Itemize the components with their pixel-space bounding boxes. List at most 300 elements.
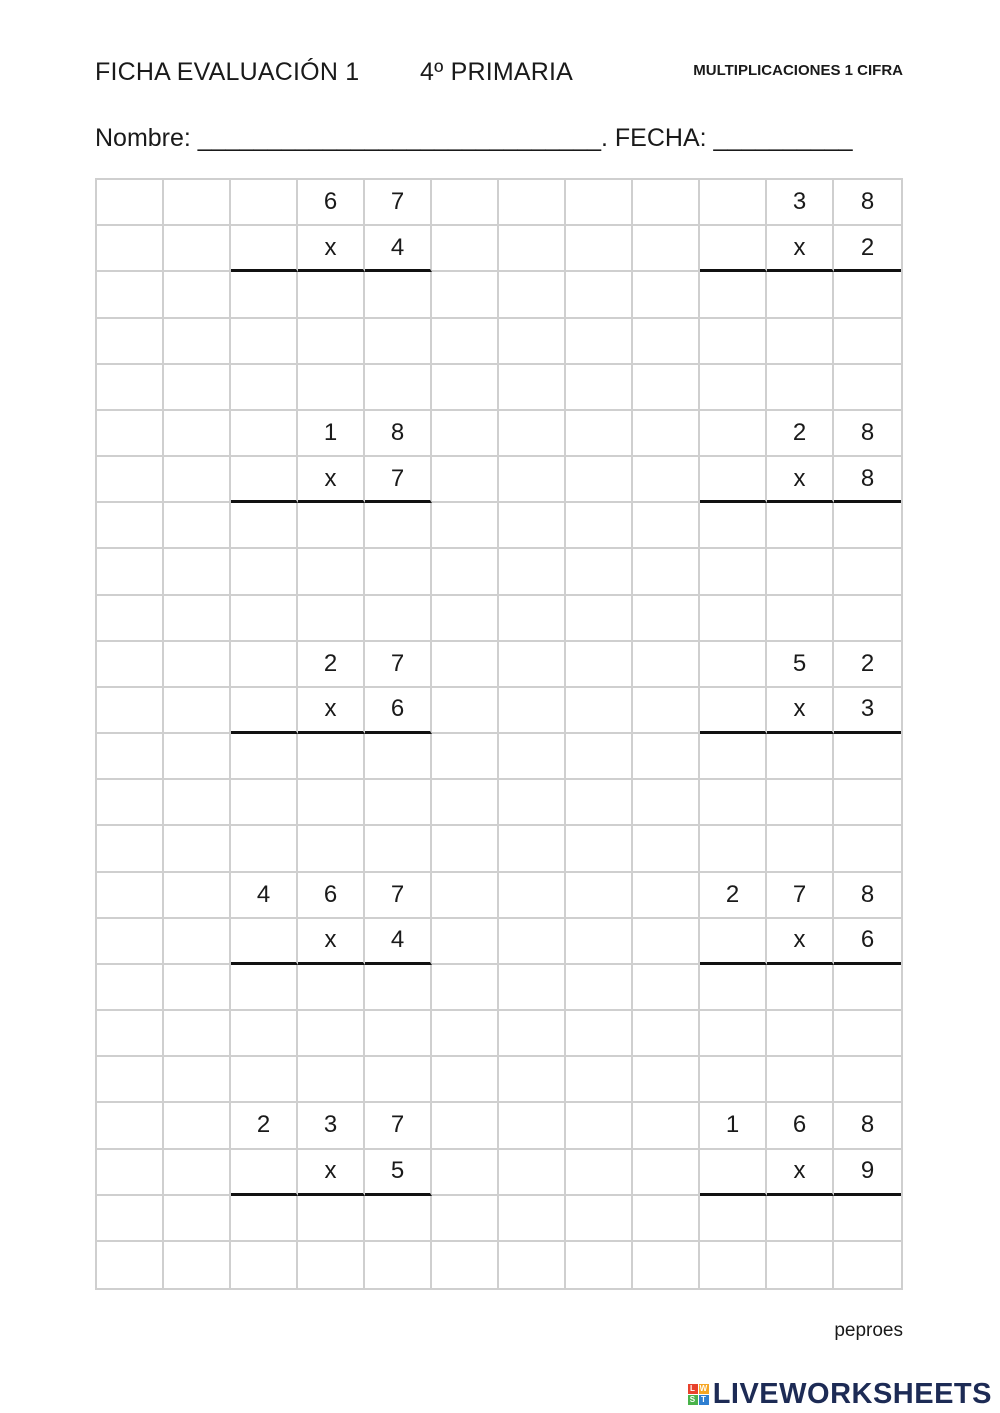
digit-cell: 6 bbox=[767, 1103, 834, 1149]
grid-cell bbox=[499, 549, 566, 595]
grid-cell bbox=[231, 1242, 298, 1288]
digit-cell: 6 bbox=[298, 873, 365, 919]
grid-cell bbox=[365, 503, 432, 549]
grid-cell bbox=[499, 642, 566, 688]
grid-cell bbox=[566, 1196, 633, 1242]
badge-letter: S bbox=[688, 1395, 698, 1405]
grid-cell bbox=[633, 919, 700, 965]
grid-cell bbox=[365, 826, 432, 872]
grid-cell bbox=[432, 642, 499, 688]
grid-cell bbox=[97, 1242, 164, 1288]
grid-cell bbox=[499, 1242, 566, 1288]
digit-cell: 2 bbox=[834, 642, 901, 688]
grid-cell bbox=[432, 1103, 499, 1149]
liveworksheets-logo bbox=[688, 1378, 992, 1411]
digit-cell: 8 bbox=[834, 411, 901, 457]
multiply-sign-cell: x bbox=[298, 688, 365, 734]
digit-cell: 4 bbox=[231, 873, 298, 919]
digit-cell bbox=[700, 642, 767, 688]
digit-cell: 9 bbox=[834, 1150, 901, 1196]
grid-cell bbox=[566, 734, 633, 780]
grid-cell bbox=[834, 596, 901, 642]
grid-cell bbox=[700, 734, 767, 780]
multiply-sign-cell: x bbox=[767, 457, 834, 503]
digit-cell bbox=[700, 688, 767, 734]
grid-cell bbox=[298, 1011, 365, 1057]
grid-cell bbox=[97, 503, 164, 549]
grid-cell bbox=[633, 503, 700, 549]
grid-cell bbox=[566, 411, 633, 457]
grid-cell bbox=[231, 1011, 298, 1057]
grid-cell bbox=[566, 272, 633, 318]
grid-cell bbox=[767, 1242, 834, 1288]
grid-cell bbox=[97, 1057, 164, 1103]
multiply-sign-cell: x bbox=[298, 457, 365, 503]
grid-cell bbox=[432, 503, 499, 549]
grid-cell bbox=[298, 549, 365, 595]
grid-cell bbox=[97, 642, 164, 688]
grid-cell bbox=[834, 1057, 901, 1103]
badge-letter: L bbox=[688, 1384, 698, 1394]
badge-letter: W bbox=[699, 1384, 708, 1393]
grid-cell bbox=[365, 319, 432, 365]
grid-cell bbox=[499, 1011, 566, 1057]
grid-cell bbox=[834, 780, 901, 826]
grid-cell bbox=[566, 919, 633, 965]
grid-cell bbox=[164, 1011, 231, 1057]
grid-cell bbox=[432, 826, 499, 872]
digit-cell: 7 bbox=[365, 457, 432, 503]
digit-cell: 8 bbox=[834, 873, 901, 919]
grid-cell bbox=[365, 272, 432, 318]
grid-cell bbox=[566, 873, 633, 919]
grid-cell bbox=[231, 965, 298, 1011]
multiply-sign-cell: x bbox=[767, 688, 834, 734]
grid-cell bbox=[97, 365, 164, 411]
grid-cell bbox=[164, 780, 231, 826]
grid-cell bbox=[767, 965, 834, 1011]
grid-cell bbox=[432, 1057, 499, 1103]
grid-cell bbox=[834, 1242, 901, 1288]
grid-cell bbox=[231, 1057, 298, 1103]
grid-cell bbox=[298, 503, 365, 549]
worksheet-grid bbox=[95, 178, 903, 1290]
grid-cell bbox=[566, 549, 633, 595]
digit-cell: 2 bbox=[834, 226, 901, 272]
grid-cell bbox=[164, 180, 231, 226]
grid-cell bbox=[97, 226, 164, 272]
grid-cell bbox=[499, 1057, 566, 1103]
grid-cell bbox=[499, 780, 566, 826]
digit-cell: 6 bbox=[834, 919, 901, 965]
grid-cell bbox=[566, 596, 633, 642]
grid-cell bbox=[298, 965, 365, 1011]
grid-cell bbox=[566, 457, 633, 503]
grid-cell bbox=[499, 873, 566, 919]
multiply-sign-cell: x bbox=[298, 1150, 365, 1196]
grid-cell bbox=[633, 365, 700, 411]
logo-badge-icon bbox=[688, 1384, 709, 1405]
grid-cell bbox=[633, 226, 700, 272]
digit-cell bbox=[231, 457, 298, 503]
grid-cell bbox=[633, 596, 700, 642]
multiply-sign-cell: x bbox=[767, 919, 834, 965]
grid-cell bbox=[767, 503, 834, 549]
grid-cell bbox=[566, 1057, 633, 1103]
grid-cell bbox=[633, 180, 700, 226]
grid-cell bbox=[499, 596, 566, 642]
digit-cell: 3 bbox=[298, 1103, 365, 1149]
grid-cell bbox=[432, 457, 499, 503]
grid-cell bbox=[633, 1150, 700, 1196]
grid-cell bbox=[298, 272, 365, 318]
badge-letter: T bbox=[699, 1395, 709, 1405]
grid-cell bbox=[432, 549, 499, 595]
grid-cell bbox=[365, 780, 432, 826]
grid-cell bbox=[365, 549, 432, 595]
digit-cell bbox=[700, 919, 767, 965]
grid-cell bbox=[97, 1011, 164, 1057]
grid-cell bbox=[700, 319, 767, 365]
digit-cell bbox=[231, 180, 298, 226]
digit-cell: 3 bbox=[767, 180, 834, 226]
grid-cell bbox=[231, 596, 298, 642]
digit-cell bbox=[700, 226, 767, 272]
grid-cell bbox=[97, 319, 164, 365]
grid-cell bbox=[499, 826, 566, 872]
grid-cell bbox=[432, 411, 499, 457]
grid-cell bbox=[834, 1196, 901, 1242]
grid-cell bbox=[499, 965, 566, 1011]
grid-cell bbox=[298, 1196, 365, 1242]
grid-cell bbox=[164, 1242, 231, 1288]
grid-cell bbox=[767, 826, 834, 872]
digit-cell: 8 bbox=[365, 411, 432, 457]
grid-cell bbox=[633, 1011, 700, 1057]
grid-cell bbox=[432, 180, 499, 226]
grid-cell bbox=[834, 365, 901, 411]
grid-cell bbox=[365, 734, 432, 780]
grid-cell bbox=[499, 919, 566, 965]
grid-cell bbox=[700, 965, 767, 1011]
grid-cell bbox=[834, 1011, 901, 1057]
digit-cell: 7 bbox=[767, 873, 834, 919]
digit-cell: 1 bbox=[298, 411, 365, 457]
topic-label: MULTIPLICACIONES 1 CIFRA bbox=[693, 62, 903, 79]
grid-cell bbox=[97, 1103, 164, 1149]
multiply-sign-cell: x bbox=[767, 1150, 834, 1196]
grid-cell bbox=[164, 734, 231, 780]
grid-cell bbox=[164, 1103, 231, 1149]
digit-cell bbox=[700, 457, 767, 503]
digit-cell: 2 bbox=[231, 1103, 298, 1149]
digit-cell: 7 bbox=[365, 873, 432, 919]
grid-cell bbox=[432, 780, 499, 826]
grid-cell bbox=[298, 734, 365, 780]
grid-cell bbox=[499, 226, 566, 272]
grid-cell bbox=[633, 642, 700, 688]
grid-cell bbox=[767, 272, 834, 318]
digit-cell bbox=[231, 688, 298, 734]
grid-cell bbox=[231, 780, 298, 826]
grid-cell bbox=[700, 596, 767, 642]
grid-cell bbox=[432, 596, 499, 642]
grid-cell bbox=[566, 503, 633, 549]
grid-cell bbox=[231, 826, 298, 872]
grid-cell bbox=[432, 873, 499, 919]
digit-cell: 7 bbox=[365, 642, 432, 688]
grid-cell bbox=[298, 596, 365, 642]
grid-cell bbox=[97, 272, 164, 318]
grid-cell bbox=[499, 272, 566, 318]
grid-cell bbox=[231, 503, 298, 549]
digit-cell: 5 bbox=[365, 1150, 432, 1196]
digit-cell: 8 bbox=[834, 180, 901, 226]
grid-cell bbox=[164, 1196, 231, 1242]
grid-cell bbox=[499, 734, 566, 780]
grid-cell bbox=[432, 1196, 499, 1242]
digit-cell: 1 bbox=[700, 1103, 767, 1149]
grid-cell bbox=[164, 272, 231, 318]
digit-cell: 8 bbox=[834, 457, 901, 503]
grid-cell bbox=[164, 1057, 231, 1103]
grid-cell bbox=[365, 365, 432, 411]
digit-cell: 4 bbox=[365, 919, 432, 965]
grid-cell bbox=[164, 873, 231, 919]
grid-cell bbox=[834, 319, 901, 365]
grid-cell bbox=[97, 180, 164, 226]
grid-cell bbox=[432, 688, 499, 734]
grid-cell bbox=[164, 457, 231, 503]
logo-text: LIVEWORKSHEETS bbox=[712, 1378, 992, 1410]
grid-cell bbox=[566, 1103, 633, 1149]
grid-cell bbox=[566, 180, 633, 226]
grid-cell bbox=[164, 319, 231, 365]
grid-cell bbox=[566, 642, 633, 688]
grid-cell bbox=[700, 503, 767, 549]
grid-cell bbox=[97, 780, 164, 826]
grid-cell bbox=[97, 688, 164, 734]
digit-cell: 3 bbox=[834, 688, 901, 734]
grid-cell bbox=[97, 826, 164, 872]
digit-cell bbox=[231, 411, 298, 457]
grid-cell bbox=[767, 549, 834, 595]
grid-cell bbox=[164, 919, 231, 965]
grid-cell bbox=[97, 457, 164, 503]
grid-cell bbox=[834, 734, 901, 780]
grid-cell bbox=[164, 1150, 231, 1196]
grid-cell bbox=[97, 411, 164, 457]
grid-cell bbox=[767, 365, 834, 411]
grid-cell bbox=[700, 1057, 767, 1103]
grid-cell bbox=[164, 411, 231, 457]
grid-cell bbox=[164, 642, 231, 688]
grid-cell bbox=[164, 826, 231, 872]
grid-cell bbox=[365, 1196, 432, 1242]
digit-cell: 2 bbox=[700, 873, 767, 919]
grid-cell bbox=[633, 1057, 700, 1103]
grid-cell bbox=[566, 1150, 633, 1196]
grid-cell bbox=[767, 734, 834, 780]
digit-cell bbox=[231, 919, 298, 965]
grid-cell bbox=[432, 734, 499, 780]
grid-cell bbox=[633, 688, 700, 734]
grid-cell bbox=[499, 411, 566, 457]
grid-cell bbox=[97, 1150, 164, 1196]
grid-cell bbox=[365, 596, 432, 642]
grid-cell bbox=[97, 734, 164, 780]
digit-cell: 6 bbox=[365, 688, 432, 734]
grid-cell bbox=[566, 826, 633, 872]
grid-cell bbox=[499, 503, 566, 549]
grid-cell bbox=[499, 180, 566, 226]
grid-cell bbox=[499, 365, 566, 411]
grid-cell bbox=[97, 596, 164, 642]
digit-cell: 8 bbox=[834, 1103, 901, 1149]
grid-cell bbox=[700, 549, 767, 595]
grid-cell bbox=[633, 549, 700, 595]
grade-label: 4º PRIMARIA bbox=[420, 58, 574, 86]
grid-cell bbox=[432, 965, 499, 1011]
grid-cell bbox=[97, 919, 164, 965]
grid-cell bbox=[767, 1057, 834, 1103]
grid-cell bbox=[566, 688, 633, 734]
digit-cell: 2 bbox=[298, 642, 365, 688]
grid-cell bbox=[566, 780, 633, 826]
grid-cell bbox=[298, 826, 365, 872]
grid-cell bbox=[432, 919, 499, 965]
digit-cell: 7 bbox=[365, 1103, 432, 1149]
digit-cell bbox=[231, 226, 298, 272]
grid-cell bbox=[767, 1011, 834, 1057]
grid-cell bbox=[566, 965, 633, 1011]
name-date-line: Nombre: _____________________________. FECHA: __________ bbox=[95, 124, 853, 152]
grid-cell bbox=[566, 319, 633, 365]
grid-cell bbox=[700, 1242, 767, 1288]
grid-cell bbox=[566, 1011, 633, 1057]
grid-cell bbox=[633, 272, 700, 318]
digit-cell bbox=[231, 1150, 298, 1196]
grid-cell bbox=[164, 596, 231, 642]
grid-cell bbox=[834, 272, 901, 318]
grid-cell bbox=[432, 272, 499, 318]
digit-cell: 5 bbox=[767, 642, 834, 688]
grid-cell bbox=[365, 1057, 432, 1103]
grid-cell bbox=[834, 503, 901, 549]
grid-cell bbox=[432, 1011, 499, 1057]
grid-cell bbox=[633, 873, 700, 919]
grid-cell bbox=[633, 1242, 700, 1288]
grid-cell bbox=[700, 365, 767, 411]
grid-cell bbox=[231, 549, 298, 595]
grid-cell bbox=[633, 457, 700, 503]
grid-cell bbox=[767, 780, 834, 826]
digit-cell bbox=[231, 642, 298, 688]
grid-cell bbox=[231, 734, 298, 780]
grid-cell bbox=[164, 503, 231, 549]
grid-cell bbox=[298, 1057, 365, 1103]
grid-cell bbox=[164, 549, 231, 595]
digit-cell: 2 bbox=[767, 411, 834, 457]
grid-cell bbox=[432, 319, 499, 365]
grid-cell bbox=[432, 1150, 499, 1196]
grid-cell bbox=[365, 1242, 432, 1288]
grid-cell bbox=[97, 965, 164, 1011]
grid-cell bbox=[499, 319, 566, 365]
digit-cell bbox=[700, 411, 767, 457]
grid-cell bbox=[633, 1196, 700, 1242]
grid-cell bbox=[499, 1196, 566, 1242]
grid-cell bbox=[700, 780, 767, 826]
grid-cell bbox=[499, 1103, 566, 1149]
grid-cell bbox=[633, 411, 700, 457]
multiply-sign-cell: x bbox=[298, 226, 365, 272]
grid-cell bbox=[231, 272, 298, 318]
grid-cell bbox=[566, 365, 633, 411]
digit-cell bbox=[700, 180, 767, 226]
grid-cell bbox=[365, 1011, 432, 1057]
grid-cell bbox=[499, 1150, 566, 1196]
grid-cell bbox=[700, 826, 767, 872]
author-credit: peproes bbox=[834, 1320, 903, 1341]
grid-cell bbox=[298, 780, 365, 826]
grid-cell bbox=[834, 549, 901, 595]
grid-cell bbox=[164, 365, 231, 411]
grid-cell bbox=[432, 226, 499, 272]
multiply-sign-cell: x bbox=[298, 919, 365, 965]
grid-cell bbox=[231, 1196, 298, 1242]
worksheet-title: FICHA EVALUACIÓN 1 bbox=[95, 58, 360, 86]
grid-cell bbox=[633, 319, 700, 365]
grid-cell bbox=[834, 826, 901, 872]
grid-cell bbox=[499, 457, 566, 503]
grid-cell bbox=[432, 365, 499, 411]
grid-cell bbox=[700, 1011, 767, 1057]
digit-cell: 4 bbox=[365, 226, 432, 272]
grid-cell bbox=[365, 965, 432, 1011]
grid-cell bbox=[566, 226, 633, 272]
grid-cell bbox=[231, 365, 298, 411]
grid-cell bbox=[767, 596, 834, 642]
grid-cell bbox=[700, 1196, 767, 1242]
grid-cell bbox=[164, 965, 231, 1011]
grid-cell bbox=[298, 365, 365, 411]
digit-cell bbox=[700, 1150, 767, 1196]
grid-cell bbox=[298, 1242, 365, 1288]
grid-cell bbox=[633, 780, 700, 826]
digit-cell: 7 bbox=[365, 180, 432, 226]
grid-cell bbox=[633, 826, 700, 872]
grid-cell bbox=[633, 734, 700, 780]
digit-cell: 6 bbox=[298, 180, 365, 226]
multiply-sign-cell: x bbox=[767, 226, 834, 272]
grid-cell bbox=[633, 1103, 700, 1149]
grid-cell bbox=[767, 1196, 834, 1242]
grid-cell bbox=[97, 1196, 164, 1242]
grid-cell bbox=[298, 319, 365, 365]
grid-cell bbox=[767, 319, 834, 365]
grid-cell bbox=[164, 226, 231, 272]
grid-cell bbox=[97, 549, 164, 595]
grid-cell bbox=[97, 873, 164, 919]
grid-cell bbox=[499, 688, 566, 734]
grid-cell bbox=[633, 965, 700, 1011]
grid-cell bbox=[231, 319, 298, 365]
grid-cell bbox=[164, 688, 231, 734]
grid-cell bbox=[700, 272, 767, 318]
grid-cell bbox=[566, 1242, 633, 1288]
grid-cell bbox=[834, 965, 901, 1011]
